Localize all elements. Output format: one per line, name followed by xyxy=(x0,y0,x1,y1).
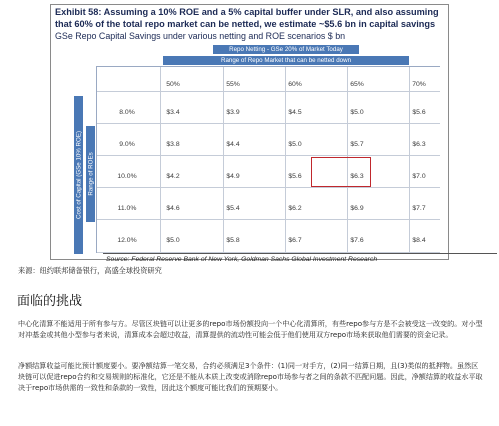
table-cell: $4.5 xyxy=(288,109,302,116)
column-header: 65% xyxy=(350,81,364,88)
row-header: 9.0% xyxy=(119,141,135,148)
table-cell: $6.3 xyxy=(350,173,364,180)
highlight-box xyxy=(311,157,371,187)
table-cell: $4.6 xyxy=(166,205,180,212)
source-note: Source: Federal Reserve Bank of New York, Goldman Sachs Global Investment Research xyxy=(106,256,378,263)
exhibit-title: Exhibit 58: Assuming a 10% ROE and a 5% capital buffer under SLR, and also assuming that 60% of the total repo market can be netted, we estimate ~$5.6 bn in capital savings xyxy=(55,7,439,29)
table-cell: $5.8 xyxy=(226,237,240,244)
column-header: 50% xyxy=(166,81,180,88)
table-cell: $7.7 xyxy=(412,205,426,212)
table-cell: $6.7 xyxy=(288,237,302,244)
table-cell: $6.3 xyxy=(412,141,426,148)
cost-of-capital-label: Cost of Capital (GSe 10% ROE) xyxy=(75,130,82,220)
table-cell: $3.4 xyxy=(166,109,180,116)
table-cell: $8.4 xyxy=(412,237,426,244)
roe-range-label-band xyxy=(86,126,95,222)
exhibit-box xyxy=(50,4,449,263)
table-cell: $5.6 xyxy=(412,109,426,116)
section-heading: 面临的挑战 xyxy=(17,294,83,309)
chinese-source-note: 来源：纽约联邦储备银行，高盛全球投资研究 xyxy=(18,266,162,275)
table-cell: $5.0 xyxy=(350,109,364,116)
row-header: 11.0% xyxy=(117,205,137,212)
sensitivity-table xyxy=(96,66,440,253)
grid-line xyxy=(97,219,440,220)
grid-line xyxy=(223,67,224,253)
row-header: 10.0% xyxy=(117,173,137,180)
table-cell: $5.4 xyxy=(226,205,240,212)
table-cell: $4.2 xyxy=(166,173,180,180)
range-header-band: Range of Repo Market that can be netted down xyxy=(163,56,409,65)
column-header: 55% xyxy=(226,81,240,88)
grid-line xyxy=(285,67,286,253)
table-cell: $3.9 xyxy=(226,109,240,116)
row-header: 8.0% xyxy=(119,109,135,116)
paragraph-2: 净额结算收益可能比预计额度要小。要净额结算一笔交易，合约必须满足3个条件：(1)同一对手方，(2)同一结算日期，且(3)类似的抵押物。虽然区块链可以促进repo合约和交易规则的标准化，它还是不能从本质上改变或消除repo市场参与者之间的条款不匹配问题。因此，净额结算的收益水平取决于repo市场供需的一致性和条款的一致性，因此这个额度可能比我们的预期要小。 xyxy=(18,361,483,393)
roe-range-label: Range of ROEs xyxy=(87,152,94,196)
row-header: 12.0% xyxy=(117,237,137,244)
table-cell: $4.9 xyxy=(226,173,240,180)
netting-header-band: Repo Netting - GSe 20% of Market Today xyxy=(213,45,359,54)
exhibit-subtitle: GSe Repo Capital Savings under various netting and ROE scenarios $ bn xyxy=(55,31,346,41)
table-cell: $5.7 xyxy=(350,141,364,148)
source-divider xyxy=(103,253,497,254)
grid-line xyxy=(97,91,440,92)
table-cell: $5.0 xyxy=(166,237,180,244)
cost-of-capital-label-band xyxy=(74,96,83,254)
grid-line xyxy=(409,67,410,253)
column-header: 70% xyxy=(412,81,426,88)
table-cell: $6.2 xyxy=(288,205,302,212)
table-cell: $7.0 xyxy=(412,173,426,180)
grid-line xyxy=(97,155,440,156)
paragraph-1: 中心化清算不能适用于所有参与方。尽管区块链可以让更多的repo市场份额投向一个中心化清算所，有些repo参与方是不会被受这一改变的。对小型对冲基金或其他小型参与者来说，清算成本会超过收益，清算提供的流动性可能会低于他们使用双方repo市场来获取他们需要的资金记录。 xyxy=(18,319,483,340)
table-cell: $4.4 xyxy=(226,141,240,148)
column-header: 60% xyxy=(288,81,302,88)
table-cell: $7.6 xyxy=(350,237,364,244)
grid-line xyxy=(97,187,440,188)
table-cell: $5.6 xyxy=(288,173,302,180)
table-cell: $6.9 xyxy=(350,205,364,212)
grid-line xyxy=(97,123,440,124)
grid-line xyxy=(160,67,161,253)
table-cell: $3.8 xyxy=(166,141,180,148)
table-cell: $5.0 xyxy=(288,141,302,148)
